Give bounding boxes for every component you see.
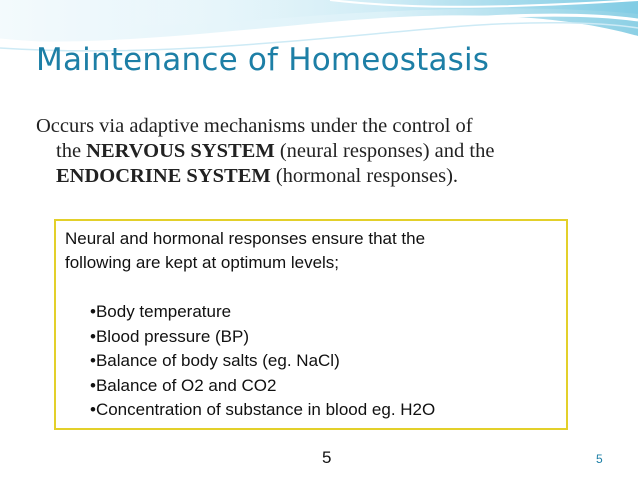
paragraph-line-1: Occurs via adaptive mechanisms under the control of: [36, 115, 473, 137]
paragraph-text: (neural responses) and the: [274, 140, 495, 162]
intro-paragraph: [36, 114, 596, 189]
callout-box: [54, 219, 568, 430]
list-item: •Balance of body salts (eg. NaCl): [90, 351, 340, 370]
list-item: •Body temperature: [90, 302, 232, 321]
optimum-levels-list: [90, 300, 435, 423]
paragraph-text: the: [56, 140, 87, 162]
callout-intro-line-1: Neural and hormonal responses ensure that the: [65, 229, 426, 248]
nervous-system-term: NERVOUS SYSTEM: [86, 140, 275, 162]
callout-intro: [65, 227, 425, 275]
paragraph-line-3: [36, 164, 596, 189]
paragraph-line-2: [36, 139, 596, 164]
paragraph-text: (hormonal responses).: [270, 165, 459, 187]
center-page-number: 5: [322, 448, 332, 467]
list-item: •Balance of O2 and CO2: [90, 375, 277, 395]
slide-number: 5: [596, 452, 603, 466]
callout-intro-line-2: following are kept at optimum levels;: [65, 253, 340, 272]
list-item: •Blood pressure (BP): [90, 326, 250, 346]
slide-title: Maintenance of Homeostasis: [36, 42, 490, 78]
endocrine-system-term: ENDOCRINE SYSTEM: [56, 165, 271, 187]
list-item: •Concentration of substance in blood eg. H2O: [90, 400, 436, 419]
